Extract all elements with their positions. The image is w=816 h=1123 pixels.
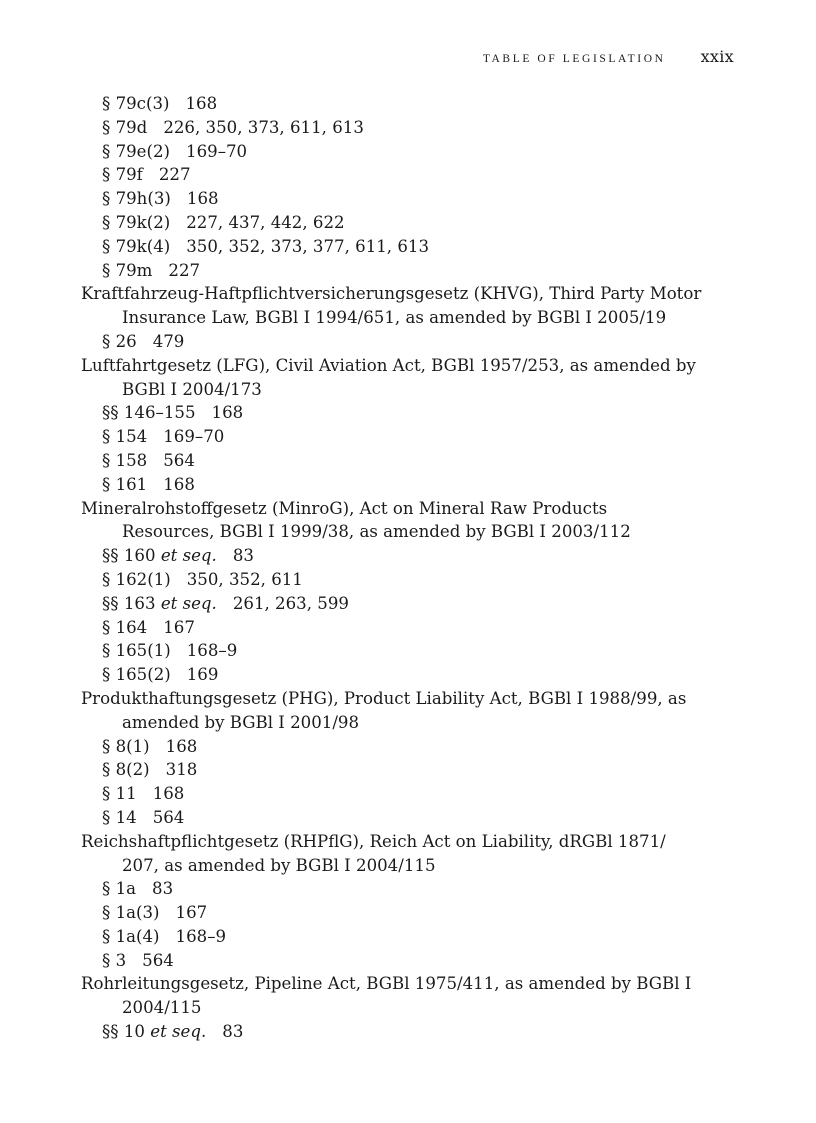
section-number: § 154 <box>102 427 148 447</box>
section-reference <box>102 140 170 164</box>
section-entry <box>0 901 816 925</box>
section-number: § 1a(3) <box>102 903 160 923</box>
page-references: 168 <box>163 474 195 494</box>
section-number: §§ 146–155 <box>102 403 196 423</box>
statute-title-continuation: Resources, BGBl I 1999/38, as amended by BGBl I 2003/112 <box>122 522 631 542</box>
section-entry <box>0 663 816 687</box>
section-reference <box>102 735 150 759</box>
page-references: 261, 263, 599 <box>232 593 349 613</box>
section-entry <box>0 187 816 211</box>
section-number: § 79k(2) <box>102 212 171 232</box>
section-entry <box>0 211 816 235</box>
section-reference <box>102 877 136 901</box>
section-reference <box>102 92 170 116</box>
section-reference <box>102 259 152 283</box>
section-entry <box>0 235 816 259</box>
statute-title: Kraftfahrzeug-Haftpflichtversicherungsgesetz (KHVG), Third Party Motor <box>81 284 702 304</box>
page-references: 564 <box>142 950 174 970</box>
section-reference <box>102 758 150 782</box>
section-entry <box>0 330 816 354</box>
section-number: § 1a <box>102 879 137 899</box>
page-references: 167 <box>175 903 208 923</box>
section-entry <box>0 92 816 116</box>
section-reference <box>102 425 147 449</box>
section-entry <box>0 877 816 901</box>
statute-title: Mineralrohstoffgesetz (MinroG), Act on Mineral Raw Products <box>81 498 608 518</box>
section-number: § 79e(2) <box>102 141 171 161</box>
section-reference <box>102 116 147 140</box>
section-reference <box>102 449 147 473</box>
section-entry <box>0 925 816 949</box>
running-head <box>0 47 734 66</box>
section-entry <box>0 140 816 164</box>
statute-title-continuation: amended by BGBl I 2001/98 <box>122 712 360 732</box>
section-entry <box>0 1020 816 1044</box>
section-entry <box>0 758 816 782</box>
page-references: 350, 352, 373, 377, 611, 613 <box>186 236 430 256</box>
section-reference <box>102 901 160 925</box>
section-reference <box>102 163 143 187</box>
section-entry <box>0 782 816 806</box>
section-entry <box>0 735 816 759</box>
section-entry <box>0 949 816 973</box>
page-references: 169–70 <box>186 141 248 161</box>
section-reference <box>102 663 171 687</box>
et-seq-label: et seq. <box>160 593 217 613</box>
section-number: § 165(2) <box>102 665 171 685</box>
page-references: 83 <box>222 1022 244 1042</box>
section-reference <box>102 592 217 616</box>
statute-title: Reichshaftpflichtgesetz (RHPflG), Reich Act on Liability, dRGBl 1871/ <box>81 831 666 851</box>
section-number: § 79h(3) <box>102 189 171 209</box>
section-entry <box>0 425 816 449</box>
section-entry <box>0 163 816 187</box>
page-references: 83 <box>232 546 254 566</box>
section-number: § 79d <box>102 117 148 137</box>
section-number: § 79k(4) <box>102 236 171 256</box>
page-references: 168 <box>185 94 218 113</box>
statute-title: Produkthaftungsgesetz (PHG), Product Liability Act, BGBl I 1988/99, as <box>81 688 687 708</box>
section-reference <box>102 235 170 259</box>
section-number: § 161 <box>102 474 148 494</box>
statute-title-continuation: 207, as amended by BGBl I 2004/115 <box>122 855 436 875</box>
section-number: §§ 160 <box>102 546 156 566</box>
statute-title-continuation: BGBl I 2004/173 <box>122 379 262 399</box>
page-references: 564 <box>163 450 195 470</box>
page-references: 350, 352, 611 <box>186 569 303 589</box>
statute-title: Luftfahrtgesetz (LFG), Civil Aviation Act, BGBl 1957/253, as amended by <box>81 355 696 375</box>
section-number: § 79m <box>102 260 153 280</box>
section-number: § 79f <box>102 165 143 185</box>
section-reference <box>102 949 126 973</box>
section-entry <box>0 449 816 473</box>
section-number: § 1a(4) <box>102 926 160 946</box>
section-entry <box>0 473 816 497</box>
section-reference <box>102 806 137 830</box>
section-number: § 158 <box>102 450 148 470</box>
et-seq-label: et seq. <box>150 1022 207 1042</box>
section-entry <box>0 568 816 592</box>
section-number: § 11 <box>102 784 137 804</box>
page-number: xxix <box>700 47 734 66</box>
statute-title-continuation: Insurance Law, BGBl I 1994/651, as amended by BGBl I 2005/19 <box>122 308 667 328</box>
section-number: § 8(2) <box>102 760 150 780</box>
section-reference <box>102 1020 206 1044</box>
section-number: § 8(1) <box>102 736 150 756</box>
section-reference <box>102 568 171 592</box>
page-references: 167 <box>163 617 195 637</box>
statute-title: Rohrleitungsgesetz, Pipeline Act, BGBl 1975/411, as amended by BGBl I <box>81 974 692 994</box>
section-reference <box>102 211 170 235</box>
page-references: 169 <box>186 665 219 685</box>
page-references: 318 <box>165 760 198 780</box>
section-number: § 162(1) <box>102 569 171 589</box>
section-entry <box>0 259 816 283</box>
page-references: 564 <box>152 807 185 827</box>
page-references: 226, 350, 373, 611, 613 <box>163 117 364 137</box>
section-entry <box>0 616 816 640</box>
page-references: 168 <box>186 189 219 209</box>
section-entry <box>0 592 816 616</box>
section-reference <box>102 544 217 568</box>
section-entry <box>0 639 816 663</box>
legislation-table <box>0 92 816 1044</box>
page-references: 227, 437, 442, 622 <box>186 212 345 232</box>
page-references: 227 <box>158 165 191 185</box>
section-number: §§ 10 <box>102 1022 145 1042</box>
section-number: § 3 <box>102 950 127 970</box>
page-references: 479 <box>152 331 185 351</box>
page-references: 168 <box>165 736 198 756</box>
section-reference <box>102 782 137 806</box>
section-entry <box>0 116 816 140</box>
page-references: 227 <box>168 260 201 280</box>
section-number: § 165(1) <box>102 641 171 661</box>
section-number: §§ 163 <box>102 593 156 613</box>
running-title: TABLE OF LEGISLATION <box>482 53 666 65</box>
section-reference <box>102 401 196 425</box>
section-reference <box>102 187 171 211</box>
section-number: § 26 <box>102 331 137 351</box>
section-number: § 164 <box>102 617 148 637</box>
page-references: 169–70 <box>163 427 225 447</box>
et-seq-label: et seq. <box>160 546 217 566</box>
section-entry <box>0 544 816 568</box>
section-reference <box>102 639 171 663</box>
section-reference <box>102 616 147 640</box>
section-entry <box>0 401 816 425</box>
section-number: § 14 <box>102 807 137 827</box>
section-reference <box>102 925 160 949</box>
section-reference <box>102 473 147 497</box>
page-references: 168–9 <box>186 641 238 661</box>
page-references: 168–9 <box>175 926 227 946</box>
section-number: § 79c(3) <box>102 94 170 113</box>
page-references: 168 <box>211 403 244 423</box>
statute-title-continuation: 2004/115 <box>122 998 202 1018</box>
page-references: 83 <box>152 879 174 899</box>
section-entry <box>0 806 816 830</box>
page-references: 168 <box>152 784 185 804</box>
section-reference <box>102 330 137 354</box>
